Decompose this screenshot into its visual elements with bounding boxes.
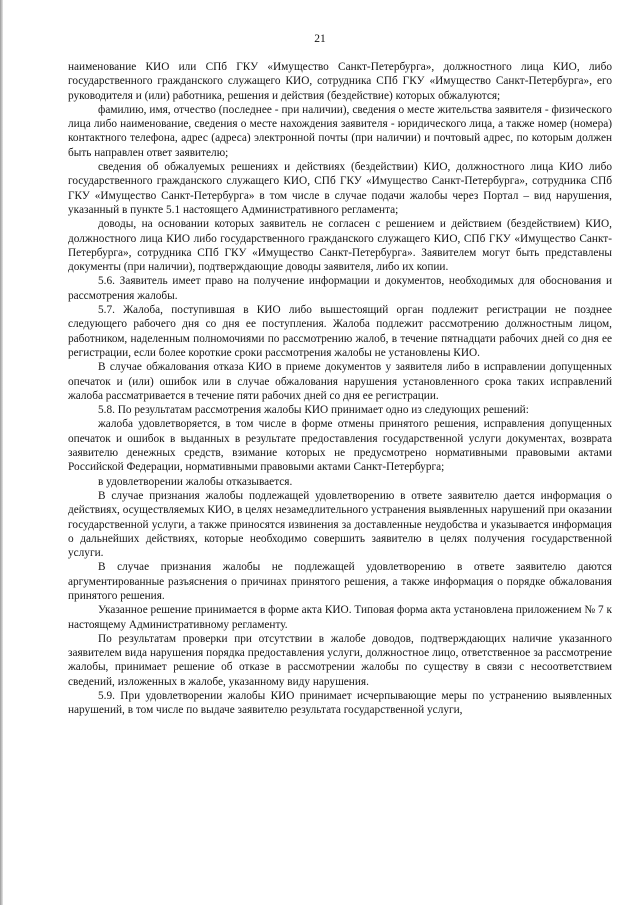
paragraph: сведения об обжалуемых решениях и действиях (бездействии) КИО, должностного лица КИО либо государственного гражданского служащего КИО, СПб ГКУ «Имущество Санкт-Петербурга», сотрудника СПб ГКУ «Имущество Санкт-Петербурга» в том числе в случае подачи жалобы через Портал – вид нарушения, указанный в пункте 5.1 настоящего Административного регламента; [68,161,612,216]
paragraph: 5.6. Заявитель имеет право на получение информации и документов, необходимых для обоснования и рассмотрения жалобы. [68,275,612,302]
paragraph: наименование КИО или СПб ГКУ «Имущество Санкт-Петербурга», должностного лица КИО, либо государственного гражданского служащего КИО, сотрудника СПб ГКУ «Имущество Санкт-Петербурга», его руководителя и (или) работника, решения и действия (бездействие) которых обжалуются; [68,61,612,102]
paragraph: В случае признания жалобы не подлежащей удовлетворению в ответе заявителю даются аргументированные разъяснения о причинах принятого решения, а также информация о порядке обжалования принятого решения. [68,561,612,602]
paragraph: 5.7. Жалоба, поступившая в КИО либо вышестоящий орган подлежит регистрации не позднее следующего рабочего дня со дня ее поступления. Жалоба подлежит рассмотрению должностным лицом, работником, наделенным полномочиями по рассмотрению жалоб, в течение пятнадцати рабочих дней со дня ее регистрации, если более короткие сроки рассмотрения жалобы не установлены КИО. [68,304,612,359]
paragraph: В случае обжалования отказа КИО в приеме документов у заявителя либо в исправлении допущенных опечаток и (или) ошибок или в случае обжалования нарушения установленного срока таких исправлений жалоба рассматривается в течение пяти рабочих дней со дня ее регистрации. [68,361,612,402]
paragraph: фамилию, имя, отчество (последнее - при наличии), сведения о месте жительства заявителя - физического лица либо наименование, сведения о месте нахождения заявителя - юридического лица, а также номер (номера) контактного телефона, адрес (адреса) электронной почты (при наличии) и почтовый адрес, по которым должен быть направлен ответ заявителю; [68,103,612,159]
paragraph: Указанное решение принимается в форме акта КИО. Типовая форма акта установлена приложением № 7 к настоящему Административному регламенту. [68,604,612,631]
paragraph: В случае признания жалобы подлежащей удовлетворению в ответе заявителю дается информация о действиях, осуществляемых КИО, в целях незамедлительного устранения выявленных нарушений при оказании государственной услуги, а также приносятся извинения за доставленные неудобства и указывается информация о дальнейших действиях, которые необходимо совершить заявителю в целях получения государственной услуги. [68,489,612,560]
paragraph: 5.9. При удовлетворении жалобы КИО принимает исчерпывающие меры по устранению выявленных нарушений, в том числе по выдаче заявителю результата государственной услуги, [68,690,612,717]
paragraph: в удовлетворении жалобы отказывается. [98,475,293,488]
paragraph: По результатам проверки при отсутствии в жалобе доводов, подтверждающих наличие указанного заявителем вида нарушения порядка предоставления услуги, должностное лицо, ответственное за рассмотрение жалобы, принимает решение об отказе в рассмотрении жалобы по существу в связи с несоответствием сведений, изложенных в жалобе, указанному виду нарушения. [68,632,612,688]
document-body [68,60,612,718]
paragraph: доводы, на основании которых заявитель не согласен с решением и действием (бездействием) КИО, должностного лица КИО либо государственного гражданского служащего КИО, СПб ГКУ «Имущество Санкт-Петербурга», сотрудника СПб ГКУ «Имущество Санкт-Петербурга». Заявителем могут быть представлены документы (при наличии), подтверждающие доводы заявителя, либо их копии. [68,218,612,274]
paragraph: 5.8. По результатам рассмотрения жалобы КИО принимает одно из следующих решений: [98,404,529,417]
page-number: 21 [314,33,326,45]
paragraph: жалоба удовлетворяется, в том числе в форме отмены принятого решения, исправления допущенных опечаток и ошибок в выданных в результате предоставления государственной услуги документах, возврата заявителю денежных средств, взимание которых не предусмотрено нормативными правовыми актами Российской Федерации, нормативными правовыми актами Санкт-Петербурга; [68,418,612,474]
scan-left-edge [0,0,3,905]
